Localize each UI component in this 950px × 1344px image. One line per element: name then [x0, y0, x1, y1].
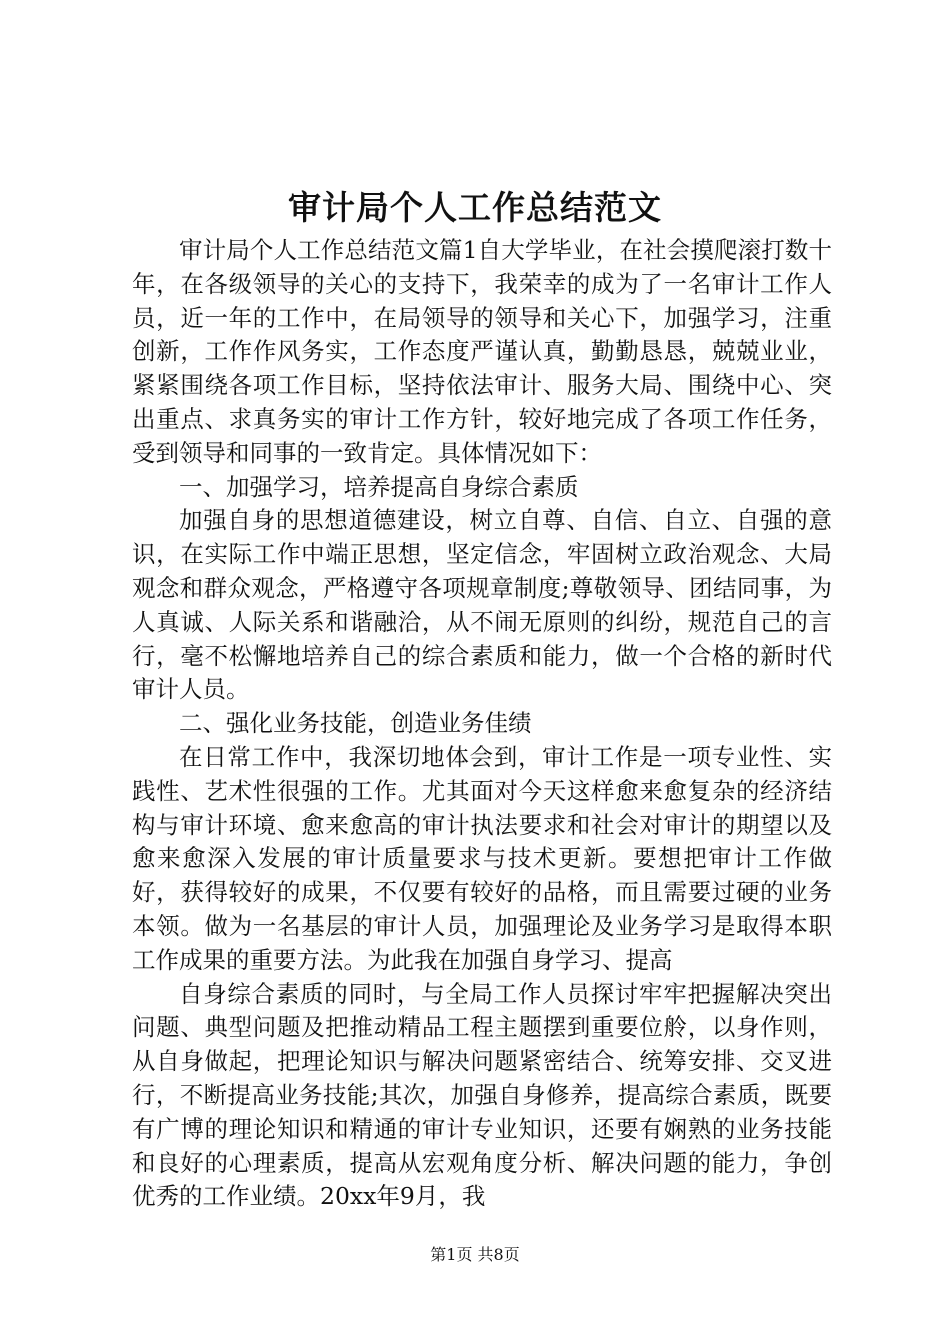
document-title: 审计局个人工作总结范文 — [288, 188, 662, 227]
section-heading-1: 一、加强学习，培养提高自身综合素质 — [179, 472, 579, 501]
section-heading-2: 二、强化业务技能，创造业务佳绩 — [179, 709, 532, 738]
page-number-footer: 第1页 共8页 — [430, 1245, 520, 1264]
paragraph-section-2-continued: 自身综合素质的同时，与全局工作人员探讨牢牢把握解决突出问题、典型问题及把推动精品工程主题摆到重要位舲，以身作则，从自身做起，把理论知识与解决问题紧密结合、统筹安排、交叉进行，不断提高业务技能;其次，加强自身修养，提高综合素质，既要有广博的理论知识和精通的审计专业知识，还要有娴熟的业务技能和良好的心理素质，提高从宏观角度分析、解决问题的能力，争创优秀的工作业绩。20xx年9月，我 — [132, 979, 832, 1211]
paragraph-intro: 审计局个人工作总结范文篇1自大学毕业，在社会摸爬滚打数十年，在各级领导的关心的支持下，我荣幸的成为了一名审计工作人员，近一年的工作中，在局领导的领导和关心下，加强学习，注重创新，工作作风务实，工作态度严谨认真，勤勤恳恳，兢兢业业，紧紧围绕各项工作目标，坚持依法审计、服务大局、围绕中心、突出重点、求真务实的审计工作方针，较好地完成了各项工作任务，受到领导和同事的一致肯定。具体情况如下： — [132, 236, 832, 467]
paragraph-section-1: 加强自身的思想道德建设，树立自尊、自信、自立、自强的意识，在实际工作中端正思想，坚定信念，牢固树立政治观念、大局观念和群众观念，严格遵守各项规章制度;尊敬领导、团结同事，为人真诚、人际关系和谐融洽，从不闹无原则的纠纷，规范自己的言行，毫不松懈地培养自己的综合素质和能力，做一个合格的新时代审计人员。 — [132, 506, 832, 704]
document-body — [132, 234, 832, 1214]
paragraph-section-2: 在日常工作中，我深切地体会到，审计工作是一项专业性、实践性、艺术性很强的工作。尤其面对今天这样愈来愈复杂的经济结构与审计环境、愈来愈高的审计执法要求和社会对审计的期望以及愈来愈深入发展的审计质量要求与技术更新。要想把审计工作做好，获得较好的成果，不仅要有较好的品格，而且需要过硬的业务本领。做为一名基层的审计人员，加强理论及业务学习是取得本职工作成果的重要方法。为此我在加强自身学习、提高 — [132, 742, 832, 974]
